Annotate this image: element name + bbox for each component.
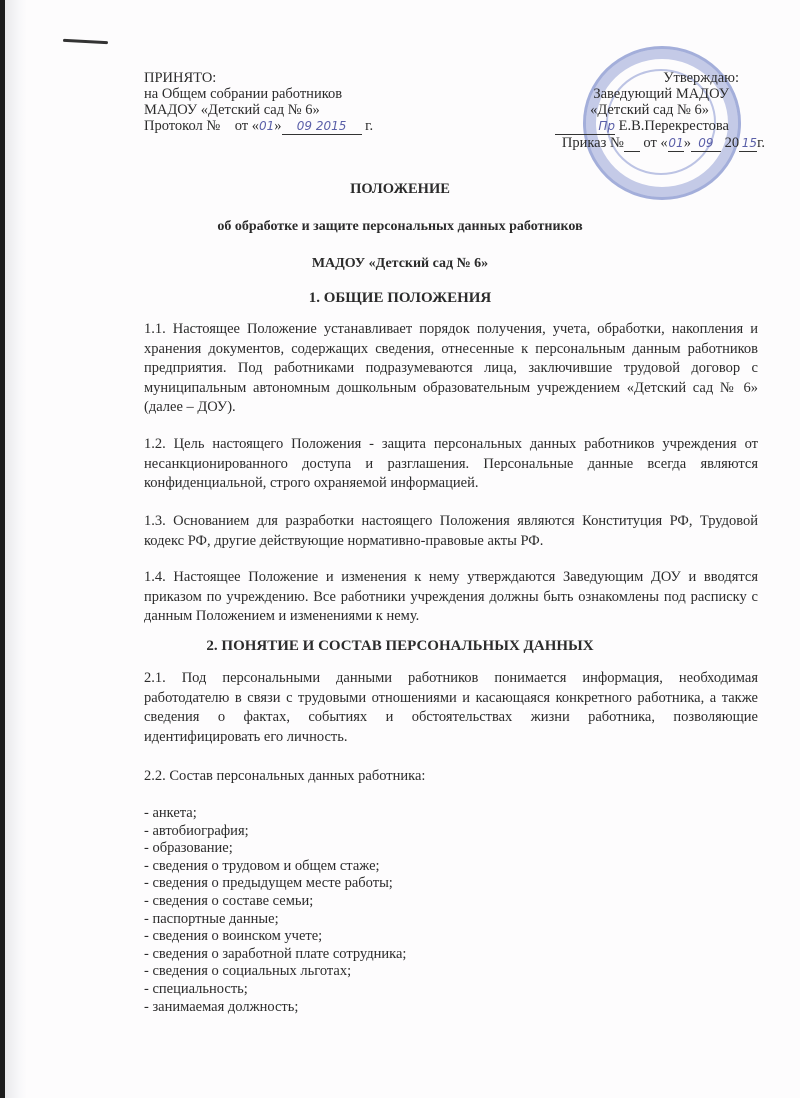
order-mid: от « — [643, 135, 668, 151]
paragraph-1-1: 1.1. Настоящее Положение устанавливает порядок получения, учета, обработки, накопления и хранения документов, содержащих сведения, отнесенные к персональным данным работников предприятия. Под работниками подразумеваются лица, заключившие трудовой договор с муниципальным автономным дошкольным образовательным учреждением «Детский сад № 6» (далее – ДОУ). — [144, 321, 758, 415]
accepted-line-2: МАДОУ «Детский сад № 6» — [144, 102, 320, 118]
order-year-prefix: 20 — [724, 135, 740, 151]
approval-signature-line — [530, 118, 765, 135]
paragraph-1-2: 1.2. Цель настоящего Положения - защита персональных данных работников учреждения от несанкционированного доступа и разглашения. Персональные данные всегда являются конфиденциальной, строго охраняемой информацией. — [144, 436, 758, 491]
paragraph-2-1: 2.1. Под персональными данными работников понимается информация, необходимая работодателю в связи с трудовыми отношениями и касающаяся конкретного работника, а также сведения о фактах, событиях и обстоятельствах жизни работника, позволяющие идентифицировать его личность. — [144, 670, 758, 745]
list-item: - сведения о предыдущем месте работы; — [144, 875, 393, 892]
list-item: - автобиография; — [144, 822, 249, 839]
accepted-title: ПРИНЯТО: — [144, 70, 217, 86]
approval-line-2: «Детский сад № 6» — [590, 102, 709, 118]
list-item: - занимаемая должность; — [144, 998, 299, 1015]
document-organization: МАДОУ «Детский сад № 6» — [311, 256, 489, 271]
approval-title: Утверждаю: — [663, 70, 739, 86]
list-item: - сведения о воинском учете; — [144, 928, 323, 945]
section-2-heading: 2. ПОНЯТИЕ И СОСТАВ ПЕРСОНАЛЬНЫХ ДАННЫХ — [206, 638, 594, 654]
personal-data-list — [144, 805, 544, 1016]
approval-block — [530, 70, 765, 152]
list-item: - сведения о составе семьи; — [144, 892, 314, 909]
approval-line-1: Заведующий МАДОУ — [593, 86, 729, 102]
order-suffix: г. — [757, 135, 765, 151]
list-item: - образование; — [144, 840, 233, 857]
list-item: - сведения о заработной плате сотрудника; — [144, 945, 407, 962]
accepted-block — [144, 70, 373, 135]
list-item: - анкета; — [144, 805, 197, 821]
protocol-prefix: Протокол № от « — [144, 118, 260, 134]
list-item: - специальность; — [144, 980, 248, 997]
paragraph-2-2: 2.2. Состав персональных данных работника: — [144, 768, 426, 784]
paragraph-1-4: 1.4. Настоящее Положение и изменения к нему утверждаются Заведующим ДОУ и вводятся приказом по учреждению. Все работники учреждения должны быть ознакомлены под расписку с данным Положением и изменениями к нему. — [144, 569, 758, 624]
order-line — [530, 135, 765, 152]
scan-page-shadow — [5, 0, 27, 1098]
list-item: - сведения о социальных льготах; — [144, 963, 352, 980]
list-item: - сведения о трудовом и общем стаже; — [144, 857, 380, 874]
document-title: ПОЛОЖЕНИЕ — [350, 181, 450, 197]
approver-name: Е.В.Перекрестова — [618, 118, 729, 134]
order-day: 01 — [668, 136, 684, 150]
document-subtitle: об обработке и защите персональных данных работников — [217, 219, 583, 234]
section-1-heading: 1. ОБЩИЕ ПОЛОЖЕНИЯ — [308, 290, 492, 306]
order-month: 09 — [691, 135, 721, 152]
protocol-day: 01 — [259, 119, 275, 133]
order-prefix: Приказ № — [561, 135, 624, 151]
protocol-line — [144, 118, 373, 135]
protocol-suffix: г. — [361, 118, 374, 134]
protocol-mid: » — [274, 118, 282, 134]
signature: Пр — [555, 118, 615, 135]
pen-mark — [63, 39, 108, 44]
paragraph-1-3: 1.3. Основанием для разработки настоящего Положения являются Конституция РФ, Трудовой кодекс РФ, другие действующие нормативно-правовые акты РФ. — [144, 513, 758, 549]
order-year: 15 — [739, 135, 757, 152]
order-number-blank — [624, 135, 640, 152]
protocol-date: 09 2015 — [282, 118, 362, 135]
accepted-line-1: на Общем собрании работников — [144, 86, 343, 102]
list-item: - паспортные данные; — [144, 910, 279, 927]
order-mid2: » — [683, 135, 691, 151]
